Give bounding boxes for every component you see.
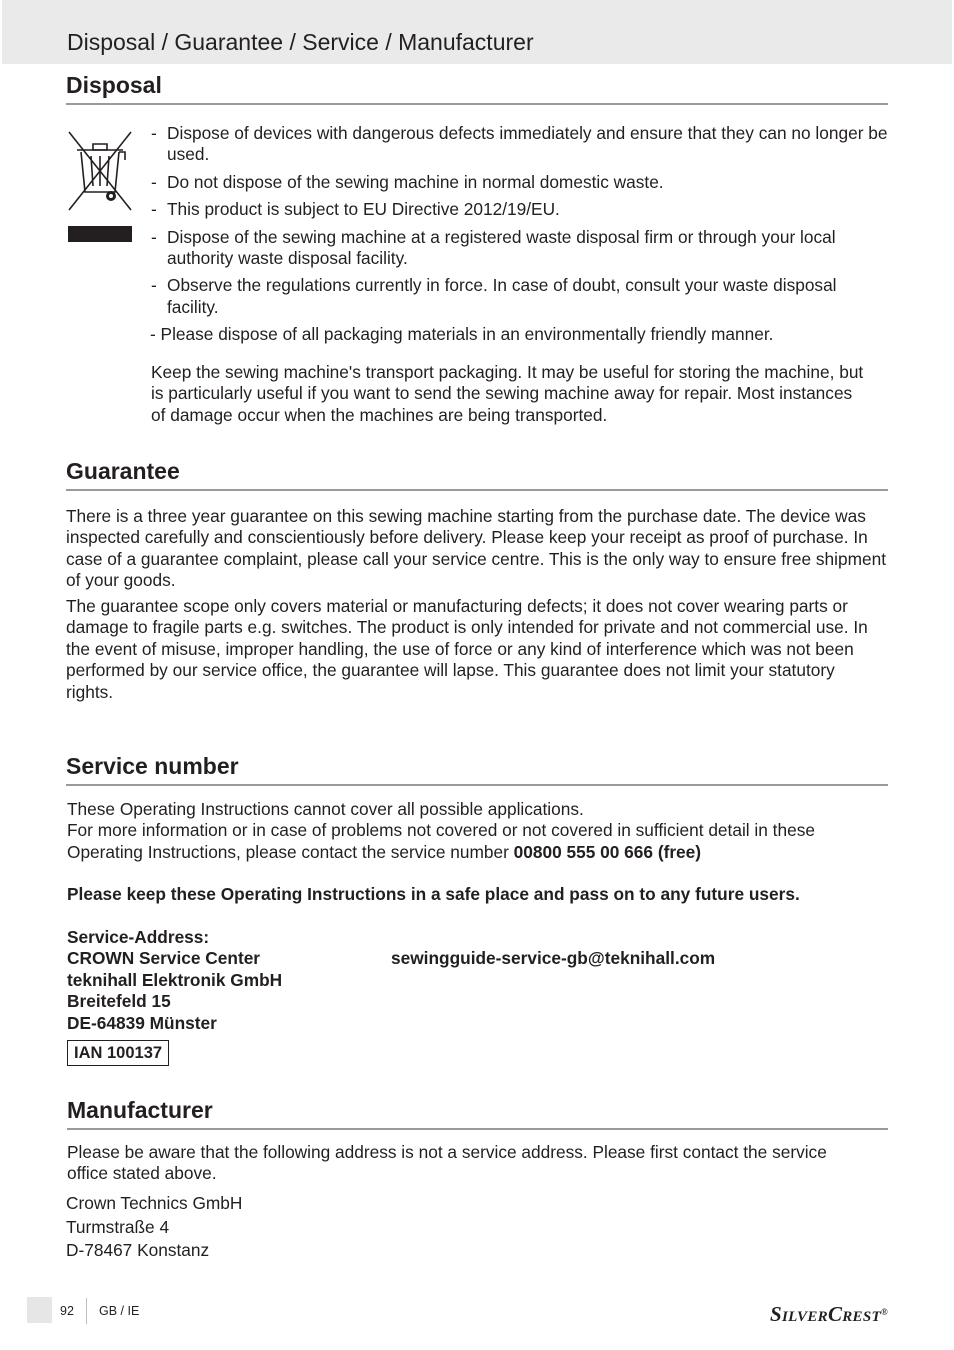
manufacturer-address-line: Crown Technics GmbH xyxy=(66,1193,243,1213)
wee-marking-bar xyxy=(68,226,132,242)
service-phone-number: 00800 555 00 666 (free) xyxy=(513,841,702,862)
list-item: - Observe the regulations currently in force. In case of doubt, consult your waste disposal facility. xyxy=(151,275,837,317)
service-address-line: teknihall Elektronik GmbH xyxy=(67,969,283,990)
service-address-line: Breitefeld 15 xyxy=(67,991,171,1012)
crossed-out-wheelie-bin-icon xyxy=(67,130,133,212)
manufacturer-address-block xyxy=(66,1192,242,1263)
service-number-heading: Service number xyxy=(66,752,888,786)
list-item: - Dispose of the sewing machine at a registered waste disposal firm or through your local authority waste disposal facility. xyxy=(151,226,836,269)
packaging-note: - Please dispose of all packaging materials in an environmentally friendly manner. xyxy=(150,324,774,345)
manufacturer-heading: Manufacturer xyxy=(67,1096,888,1130)
service-email: sewingguide-service-gb@teknihall.com xyxy=(391,948,716,968)
language-code: GB / IE xyxy=(99,1304,140,1318)
manufacturer-note: Please be aware that the following address is not a service address. Please first contact the service office stated above. xyxy=(67,1142,827,1184)
footer-divider xyxy=(86,1298,87,1324)
service-line-2 xyxy=(67,820,882,863)
brand-logo: SILVERCREST® xyxy=(769,1302,888,1326)
guarantee-heading: Guarantee xyxy=(66,457,888,491)
service-line-1: These Operating Instructions cannot cover all possible applications. xyxy=(67,799,584,819)
service-line-2-text: For more information or in case of problems not covered or not covered in sufficient detail in these Operating Instructions, please contact the service number xyxy=(67,820,815,862)
disposal-heading: Disposal xyxy=(66,71,888,105)
service-address-line: DE-64839 Münster xyxy=(67,1012,217,1033)
page-number: 92 xyxy=(60,1304,74,1318)
transport-packaging-note: Keep the sewing machine's transport packaging. It may be useful for storing the machine, but is particularly useful if you want to send the sewing machine away for repair. Most instances of damage occur when the machines are being transported. xyxy=(151,362,864,425)
guarantee-paragraph-2: The guarantee scope only covers material or manufacturing defects; it does not cover wearing parts or damage to fragile parts e.g. switches. The product is only intended for private and not commercial use. In the event of misuse, improper handling, the use of force or any kind of interference which was not been performed by our service office, the guarantee will lapse. This guarantee does not limit your statutory rights. xyxy=(66,596,868,702)
keep-instructions-note: Please keep these Operating Instructions in a safe place and pass on to any future users. xyxy=(67,884,800,904)
list-item: - Do not dispose of the sewing machine in normal domestic waste. xyxy=(151,171,664,192)
service-address-line: CROWN Service Center xyxy=(67,948,261,969)
guarantee-paragraph-1: There is a three year guarantee on this sewing machine starting from the purchase date. The device was inspected carefully and conscientiously before delivery. Please keep your receipt as proof of purchase. In case of a guarantee complaint, please call your service centre. This is the only way to ensure free shipment of your goods. xyxy=(66,506,887,591)
manufacturer-address-line: D-78467 Konstanz xyxy=(66,1240,210,1260)
service-intro xyxy=(67,799,882,863)
disposal-bullet-list xyxy=(150,123,890,352)
footer-tab xyxy=(27,1297,52,1323)
manufacturer-address-line: Turmstraße 4 xyxy=(66,1216,170,1237)
page-header-title: Disposal / Guarantee / Service / Manufacturer xyxy=(67,29,534,55)
list-item: - Dispose of devices with dangerous defects immediately and ensure that they can no longer be used. xyxy=(151,123,888,165)
list-item: - This product is subject to EU Directive 2012/19/EU. xyxy=(151,199,560,220)
ian-number-box: IAN 100137 xyxy=(67,1040,169,1066)
service-address-block xyxy=(67,927,367,1034)
service-address-label: Service-Address: xyxy=(67,927,210,947)
